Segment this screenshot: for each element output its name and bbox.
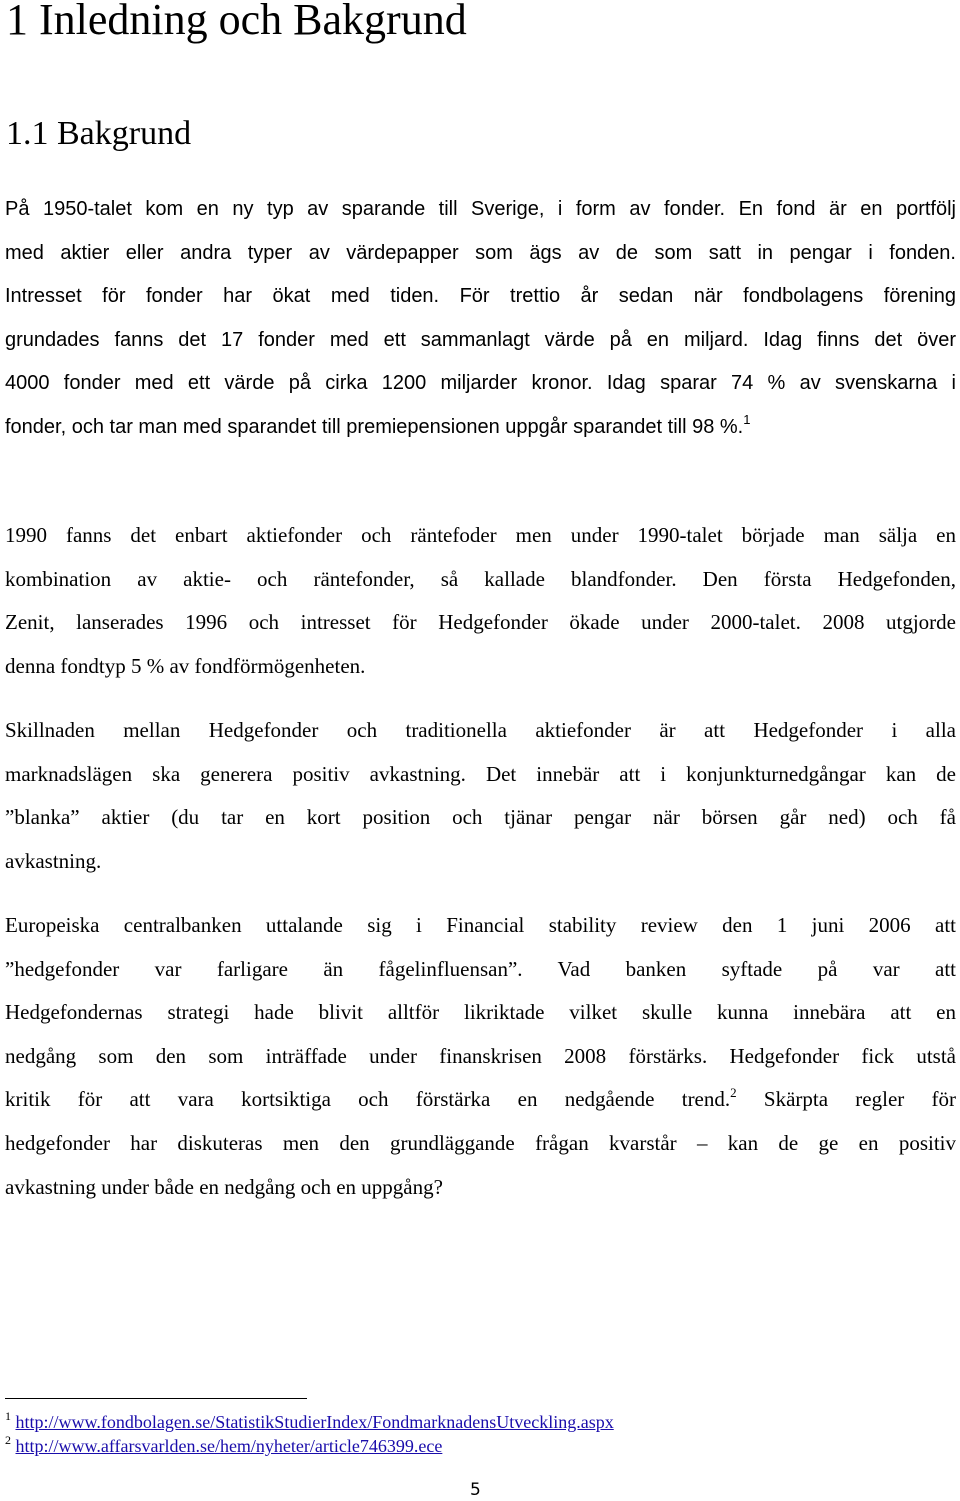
paragraph-line: Hedgefondernas strategi hade blivit alltför likriktade vilket skulle kunna innebära att en — [5, 1000, 956, 1025]
paragraph-line: med aktier eller andra typer av värdepapper som ägs av de som satt in pengar i fonden. — [5, 241, 956, 264]
paragraph-line: Skillnaden mellan Hedgefonder och traditionella aktiefonder är att Hedgefonder i alla — [5, 718, 956, 742]
paragraph-line-text: kritik för att vara kortsiktiga och förstärka en nedgående trend. — [5, 1087, 731, 1112]
chapter-title: 1 Inledning och Bakgrund — [6, 0, 467, 44]
footnote-link[interactable]: http://www.affarsvarlden.se/hem/nyheter/article746399.ece — [15, 1436, 443, 1456]
footnote-divider — [5, 1398, 307, 1399]
paragraph-hedgefonder-intro — [5, 514, 956, 688]
footnote-number: 1 — [5, 1409, 11, 1423]
footnote-number: 2 — [5, 1433, 11, 1447]
paragraph-line-text: fonder, och tar man med sparandet till premiepensionen uppgår sparandet till 98 %. — [5, 415, 744, 438]
paragraph-skillnaden — [5, 709, 956, 883]
paragraph-line: avkastning. — [5, 848, 102, 873]
paragraph-line: ”blanka” aktier (du tar en kort position och tjänar pengar när börsen går ned) och få — [5, 805, 956, 830]
paragraph-line: avkastning under både en nedgång och en uppgång? — [5, 1174, 443, 1199]
paragraph-line — [5, 406, 956, 450]
paragraph-line: grundades fanns det 17 fonder med ett sammanlagt värde på en miljard. Idag finns det över — [5, 328, 956, 351]
section-title: 1.1 Bakgrund — [6, 115, 192, 152]
footnote-reference[interactable]: 2 — [730, 1085, 737, 1101]
paragraph-line: På 1950-talet kom en ny typ av sparande till Sverige, i form av fonder. En fond är en portfölj — [5, 198, 956, 220]
paragraph-line: 4000 fonder med ett värde på cirka 1200 miljarder kronor. Idag sparar 74 % av svenskarna i — [5, 372, 956, 395]
paragraph-line: marknadslägen ska generera positiv avkastning. Det innebär att i konjunkturnedgångar kan de — [5, 761, 956, 786]
paragraph-line: nedgång som den som inträffade under finanskrisen 2008 förstärks. Hedgefonder fick utstå — [5, 1043, 956, 1068]
paragraph-line: kombination av aktie- och räntefonder, så kallade blandfonder. Den första Hedgefonden, — [5, 566, 956, 591]
paragraph-line: hedgefonder har diskuteras men den grundläggande frågan kvarstår – kan de ge en positiv — [5, 1130, 956, 1155]
paragraph-line: 1990 fanns det enbart aktiefonder och räntefoder men under 1990-talet började man sälja en — [5, 523, 956, 547]
footnote-2 — [5, 1435, 442, 1457]
paragraph-line: denna fondtyp 5 % av fondförmögenheten. — [5, 653, 366, 678]
paragraph-fonder-history — [5, 188, 956, 450]
paragraph-line: Intresset för fonder har ökat med tiden. För trettio år sedan när fondbolagens förening — [5, 285, 956, 308]
paragraph-line-text: Skärpta regler för — [736, 1087, 956, 1112]
paragraph-line: Zenit, lanserades 1996 och intresset för Hedgefonder ökade under 2000-talet. 2008 utgjorde — [5, 610, 956, 635]
page-number: 5 — [470, 1480, 481, 1500]
footnote-reference[interactable]: 1 — [743, 411, 751, 427]
paragraph-europeiska-centralbanken — [5, 904, 956, 1209]
footnote-1 — [5, 1411, 614, 1433]
paragraph-line: Europeiska centralbanken uttalande sig i Financial stability review den 1 juni 2006 att — [5, 913, 956, 937]
footnote-link[interactable]: http://www.fondbolagen.se/StatistikStudierIndex/FondmarknadensUtveckling.aspx — [15, 1412, 614, 1432]
paragraph-line: ”hedgefonder var farligare än fågelinfluensan”. Vad banken syftade på var att — [5, 956, 956, 981]
paragraph-line — [5, 1078, 956, 1122]
